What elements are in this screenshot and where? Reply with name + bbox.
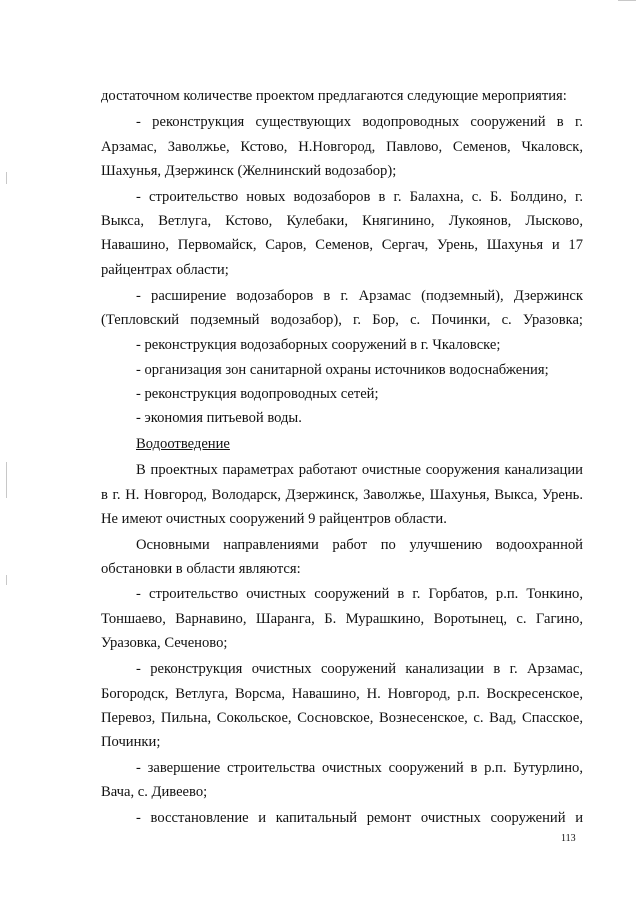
list-item: - строительство новых водозаборов в г. Балахна, с. Б. Болдино, г. (136, 189, 583, 205)
text-line: Тоншаево, Варнавино, Шаранга, Б. Мурашкино, Воротынец, с. Гагино, (101, 611, 583, 627)
list-item: - организация зон санитарной охраны источников водоснабжения; (136, 362, 549, 378)
scan-artifact (618, 0, 636, 1)
text-line: Шахунья, Дзержинск (Желнинский водозабор); (101, 163, 397, 179)
section-heading: Водоотведение (136, 436, 230, 452)
text-line: Вача, с. Дивеево; (101, 784, 208, 800)
scan-artifact (6, 172, 7, 184)
text-line: Выкса, Ветлуга, Кстово, Кулебаки, Княгинино, Лукоянов, Лысково, (101, 213, 583, 229)
text-line: Богородск, Ветлуга, Ворсма, Навашино, Н. Новгород, р.п. Воскресенское, (101, 686, 583, 702)
text-line: Арзамас, Заволжье, Кстово, Н.Новгород, Павлово, Семенов, Чкаловск, (101, 139, 583, 155)
text-line: В проектных параметрах работают очистные сооружения канализации (136, 462, 583, 478)
list-item: - восстановление и капитальный ремонт очистных сооружений и (136, 810, 583, 826)
text-line: Не имеют очистных сооружений 9 райцентров области. (101, 511, 447, 527)
scan-artifact (6, 575, 7, 585)
text-line: достаточном количестве проектом предлагаются следующие мероприятия: (101, 88, 567, 104)
list-item: - строительство очистных сооружений в г. Горбатов, р.п. Тонкино, (136, 586, 583, 602)
text-line: райцентрах области; (101, 262, 229, 278)
text-line: Основными направлениями работ по улучшению водоохранной (136, 537, 583, 553)
list-item: - реконструкция очистных сооружений канализации в г. Арзамас, (136, 661, 583, 677)
list-item: - реконструкция водопроводных сетей; (136, 386, 379, 402)
list-item: - реконструкция существующих водопроводных сооружений в г. (136, 114, 583, 130)
text-line: (Тепловский подземный водозабор), г. Бор, с. Починки, с. Уразовка; (101, 312, 583, 328)
list-item: - расширение водозаборов в г. Арзамас (подземный), Дзержинск (136, 288, 583, 304)
list-item: - экономия питьевой воды. (136, 410, 302, 426)
text-line: в г. Н. Новгород, Володарск, Дзержинск, Заволжье, Шахунья, Выкса, Урень. (101, 487, 583, 503)
text-line: Уразовка, Сеченово; (101, 635, 228, 651)
text-line: Навашино, Первомайск, Саров, Семенов, Сергач, Урень, Шахунья и 17 (101, 237, 583, 253)
text-line: Починки; (101, 734, 161, 750)
scan-artifact (6, 462, 7, 498)
list-item: - реконструкция водозаборных сооружений в г. Чкаловске; (136, 337, 501, 353)
text-line: Перевоз, Пильна, Сокольское, Сосновское, Вознесенское, с. Вад, Спасское, (101, 710, 583, 726)
page-number: 113 (561, 833, 576, 844)
text-line: обстановки в области являются: (101, 561, 301, 577)
list-item: - завершение строительства очистных сооружений в р.п. Бутурлино, (136, 760, 583, 776)
